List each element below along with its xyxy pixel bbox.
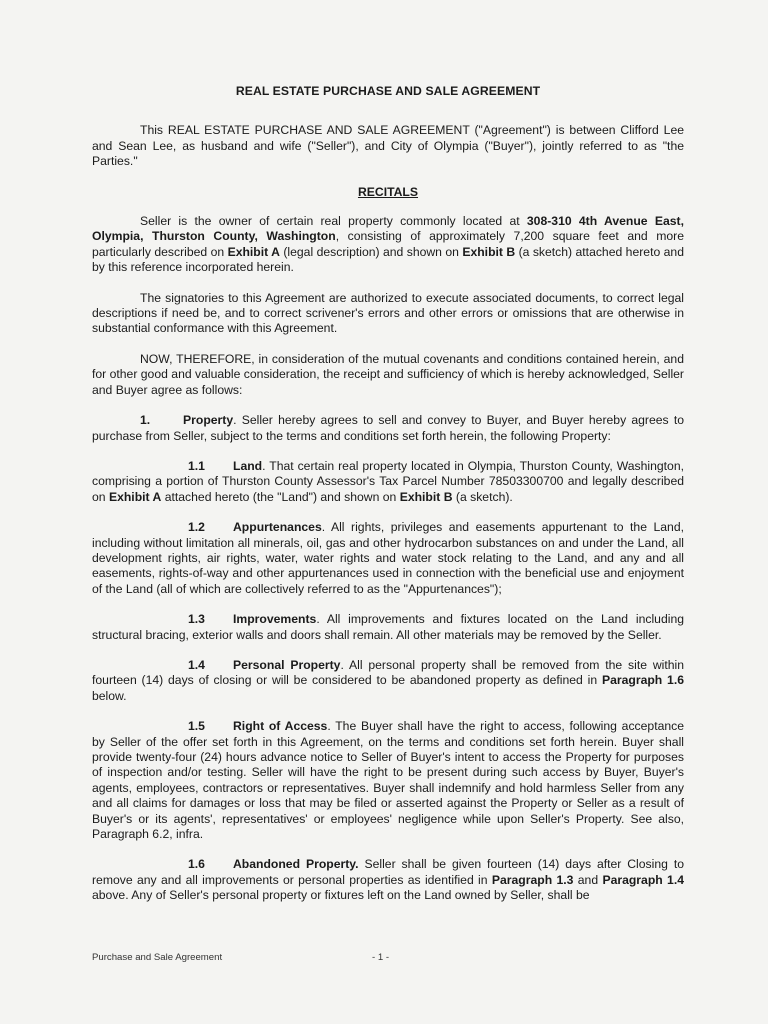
section-number: 1.1 [188, 458, 205, 473]
section-heading: Land [233, 458, 263, 473]
document-body [92, 84, 684, 919]
exhibit-a-ref: Exhibit A [227, 244, 280, 259]
recital-1-text-g: (a sketch) attached hereto and by this reference incorporated herein. [92, 244, 684, 275]
section-1-2-appurtenances [92, 520, 684, 597]
section-1-3-improvements [92, 612, 684, 643]
section-1-6-abandoned-property [92, 857, 684, 903]
section-number: 1.4 [188, 657, 205, 672]
recital-paragraph-3: NOW, THEREFORE, in consideration of the mutual covenants and conditions contained herein, and for other good and valuable consideration, the receipt and sufficiency of which is hereby acknowledged, Seller and Buyer agree as follows: [92, 351, 684, 397]
section-1-property [92, 413, 684, 444]
recital-1-text-c: , consisting of approximately 7,200 square feet and more particularly described on [92, 229, 684, 259]
exhibit-b-ref: Exhibit B [462, 244, 516, 259]
recitals-heading: RECITALS [357, 184, 419, 199]
section-text-e: above. Any of Seller's personal property or fixtures left on the Land owned by Seller, shall be [92, 888, 590, 903]
paragraph-ref: Paragraph 1.3 [491, 872, 574, 887]
section-text: . Seller hereby agrees to sell and convey to Buyer, and Buyer hereby agrees to purchase from Seller, subject to the terms and conditions set forth herein, the following Property: [92, 413, 684, 443]
section-text-a: Seller shall be given fourteen (14) days after Closing to remove any and all improvements or personal properties as identified in [92, 857, 684, 887]
section-text-c: and [573, 872, 603, 887]
section-text-a: . That certain real property located in Olympia, Thurston County, Washington, comprising a portion of Thurston County Assessor's Tax Parcel Number 78503300700 and legally described on [92, 458, 684, 504]
section-text: . All improvements and fixtures located on the Land including structural bracing, exterior walls and doors shall remain. All other materials may be removed by the Seller. [92, 612, 684, 642]
section-text-c: attached hereto (the "Land") and shown on [161, 489, 400, 504]
exhibit-a-ref: Exhibit A [108, 489, 162, 504]
document-title: REAL ESTATE PURCHASE AND SALE AGREEMENT [235, 84, 541, 98]
section-heading: Property [183, 413, 234, 428]
section-1-4-personal-property [92, 658, 684, 704]
property-address: 308-310 4th Avenue East, Olympia, Thurston County, Washington [92, 214, 684, 244]
section-heading: Abandoned Property. [233, 857, 359, 872]
section-number: 1.2 [188, 520, 205, 535]
section-text: . The Buyer shall have the right to access, following acceptance by Seller of the offer set forth in this Agreement, on the terms and conditions set forth herein. Buyer shall provide twenty-four (24) hours advance notice to Seller of Buyer's intent to access the Property for purposes of inspection and/or testing. Seller will have the right to be present during such access by Buyer, Buyer's agents, employees, contractors or representatives. Buyer shall indemnify and hold harmless Seller from any and all claims for damages or loss that may be filed or asserted against the Property or Seller as a result of Buyer's or its agents', representatives' or employees' negligence while upon Seller's Property. See also, Paragraph 6.2, infra. [92, 719, 685, 842]
section-heading: Improvements [233, 612, 317, 627]
footer-document-name: Purchase and Sale Agreement [92, 952, 223, 963]
section-text-e: (a sketch). [452, 489, 513, 504]
section-text-c: below. [92, 688, 127, 703]
section-heading: Appurtenances [233, 520, 322, 535]
paragraph-ref: Paragraph 1.4 [602, 872, 684, 887]
section-number: 1. [140, 413, 151, 428]
section-text-a: . All personal property shall be removed from the site within fourteen (14) days of closing or will be considered to be abandoned property as defined in [92, 657, 684, 688]
section-heading: Right of Access [233, 719, 328, 734]
recital-paragraph-2: The signatories to this Agreement are authorized to execute associated documents, to correct legal descriptions if need be, and to correct scrivener's errors and other errors or omissions that are otherwise in substantial conformance with this Agreement. [92, 290, 684, 336]
recital-1-text-a: Seller is the owner of certain real property commonly located at [140, 214, 527, 229]
footer-page-number: - 1 - [372, 952, 390, 963]
section-text: . All rights, privileges and easements appurtenant to the Land, including without limitation all minerals, oil, gas and other hydrocarbon substances on and under the Land, all development rights, air rights, water, water rights and water stock relating to the Land, and any and all easements, rights-of-way and other appurtenances used in connection with the beneficial use and enjoyment of the Land (all of which are collectively referred to as the "Appurtenances"); [92, 520, 684, 596]
section-number: 1.5 [188, 719, 205, 734]
exhibit-b-ref: Exhibit B [399, 489, 453, 504]
section-heading: Personal Property [233, 657, 341, 672]
section-number: 1.6 [188, 857, 205, 872]
paragraph-ref: Paragraph 1.6 [601, 673, 684, 688]
section-1-5-right-of-access [92, 719, 684, 842]
recital-1-text-e: (legal description) and shown on [279, 244, 463, 259]
recital-paragraph-1 [92, 214, 684, 276]
intro-paragraph: This REAL ESTATE PURCHASE AND SALE AGREEMENT ("Agreement") is between Clifford Lee and Sean Lee, as husband and wife ("Seller"), and City of Olympia ("Buyer"), jointly referred to as "the Parties." [92, 123, 684, 169]
section-1-1-land [92, 459, 684, 505]
section-number: 1.3 [188, 612, 205, 627]
